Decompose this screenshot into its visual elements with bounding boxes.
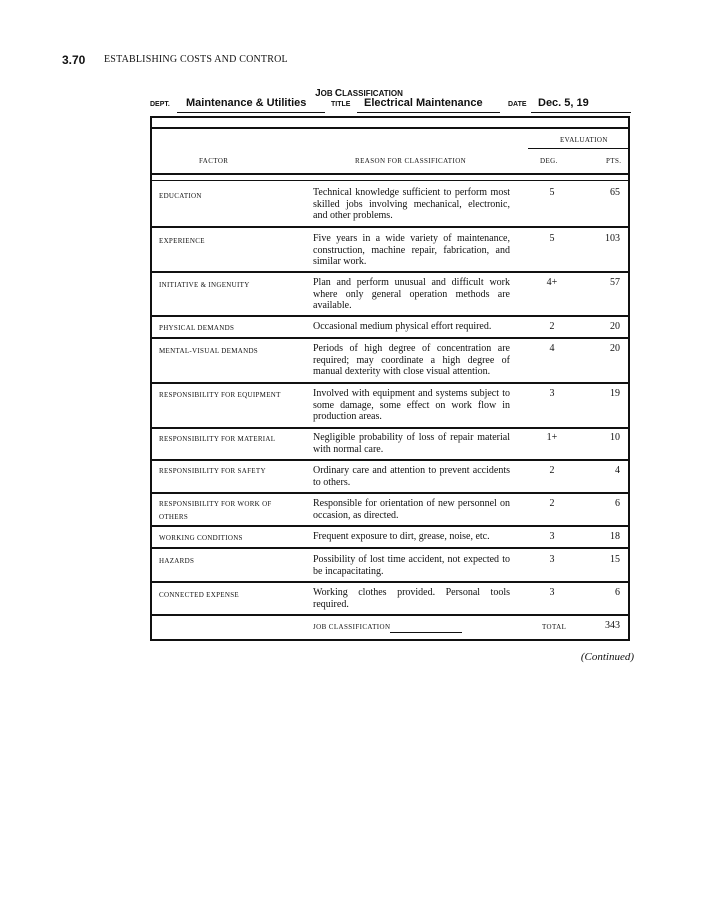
evaluation-underline [528, 148, 630, 149]
pts-connected-expense: 6 [615, 587, 620, 598]
factor-hazards: HAZARDS [159, 557, 195, 565]
reason-experience: Five years in a wide variety of maintenance, construction, machine repair, fabrication, and similar work. [313, 233, 510, 268]
pts-initiative: 57 [610, 277, 620, 288]
pts-working-conditions: 18 [610, 531, 620, 542]
reason-mental-visual: Periods of high degree of concentration are required; may coordinate a high degree of manual dexterity with close visual attention. [313, 343, 510, 378]
reason-physical: Occasional medium physical effort required. [313, 321, 492, 332]
deg-experience: 5 [549, 233, 555, 244]
reason-hazards: Possibility of lost time accident, not expected to be incapacitating. [313, 554, 510, 577]
pts-experience: 103 [605, 233, 620, 244]
factor-education: EDUCATION [159, 192, 202, 200]
deg-connected-expense: 3 [549, 587, 555, 598]
pts-header: PTS. [606, 157, 622, 165]
reason-initiative: Plan and perform unusual and difficult work where only general operation methods are available. [313, 277, 510, 312]
factor-resp-work-others: RESPONSIBILITY FOR WORK OF OTHERS [159, 500, 272, 521]
deg-resp-safety: 2 [549, 465, 555, 476]
title-label: TITLE [331, 101, 351, 108]
date-label: DATE [508, 101, 527, 108]
title-value: Electrical Maintenance [364, 97, 483, 109]
evaluation-header: EVALUATION [560, 136, 608, 144]
row-divider [150, 226, 630, 228]
reason-connected-expense: Working clothes provided. Personal tools required. [313, 587, 510, 610]
table-top-rule [150, 127, 630, 129]
factor-initiative: INITIATIVE & INGENUITY [159, 281, 250, 289]
reason-resp-work-others: Responsible for orientation of new personnel on occasion, as directed. [313, 498, 510, 521]
row-divider [150, 315, 630, 317]
pts-hazards: 15 [610, 554, 620, 565]
row-divider [150, 427, 630, 429]
deg-initiative: 4+ [546, 277, 558, 288]
reason-header: REASON FOR CLASSIFICATION [355, 157, 467, 165]
job-classification-blank [390, 632, 462, 633]
dept-underline [177, 112, 325, 113]
deg-mental-visual: 4 [549, 343, 555, 354]
factor-physical: PHYSICAL DEMANDS [159, 324, 235, 332]
section-number: 3.70 [62, 53, 86, 67]
pts-mental-visual: 20 [610, 343, 620, 354]
dept-value: Maintenance & Utilities [186, 97, 307, 109]
row-divider [150, 382, 630, 384]
deg-header: DEG. [540, 157, 558, 165]
pts-physical: 20 [610, 321, 620, 332]
row-divider [150, 525, 630, 527]
pts-resp-equipment: 19 [610, 388, 620, 399]
factor-header: FACTOR [199, 157, 229, 165]
continued-note: (Continued) [580, 651, 634, 663]
deg-physical: 2 [549, 321, 555, 332]
pts-resp-safety: 4 [615, 465, 620, 476]
total-value: 343 [605, 620, 620, 631]
row-divider [150, 271, 630, 273]
factor-connected-expense: CONNECTED EXPENSE [159, 591, 239, 599]
deg-working-conditions: 3 [549, 531, 555, 542]
row-divider [150, 581, 630, 583]
pts-resp-material: 10 [610, 432, 620, 443]
deg-resp-material: 1+ [546, 432, 558, 443]
reason-education: Technical knowledge sufficient to perform most skilled jobs involving mechanical, electronic, and other problems. [313, 187, 510, 222]
header-bottom-rule-2 [150, 180, 630, 181]
date-value: Dec. 5, 19 [538, 97, 589, 109]
reason-working-conditions: Frequent exposure to dirt, grease, noise, etc. [313, 531, 490, 542]
pts-education: 65 [610, 187, 620, 198]
title-underline [357, 112, 500, 113]
factor-experience: EXPERIENCE [159, 237, 205, 245]
deg-hazards: 3 [549, 554, 555, 565]
header-bottom-rule [150, 173, 630, 175]
factor-resp-equipment: RESPONSIBILITY FOR EQUIPMENT [159, 391, 281, 399]
reason-resp-material: Negligible probability of loss of repair material with normal care. [313, 432, 510, 455]
form-title: JOB CLASSIFICATION [315, 88, 403, 99]
dept-label: DEPT. [150, 101, 170, 108]
reason-resp-equipment: Involved with equipment and systems subject to some damage, some effect on work flow in production areas. [313, 388, 510, 423]
date-underline [531, 112, 631, 113]
deg-resp-work-others: 2 [549, 498, 555, 509]
job-classification-label: JOB CLASSIFICATION [313, 623, 391, 631]
factor-working-conditions: WORKING CONDITIONS [159, 534, 243, 542]
row-divider [150, 337, 630, 339]
row-divider [150, 492, 630, 494]
total-label: TOTAL [542, 623, 567, 631]
deg-resp-equipment: 3 [549, 388, 555, 399]
deg-education: 5 [549, 187, 555, 198]
reason-resp-safety: Ordinary care and attention to prevent accidents to others. [313, 465, 510, 488]
factor-mental-visual: MENTAL-VISUAL DEMANDS [159, 347, 259, 355]
factor-resp-material: RESPONSIBILITY FOR MATERIAL [159, 435, 276, 443]
factor-resp-safety: RESPONSIBILITY FOR SAFETY [159, 467, 266, 475]
row-divider [150, 614, 630, 616]
section-title: ESTABLISHING COSTS AND CONTROL [104, 54, 288, 65]
pts-resp-work-others: 6 [615, 498, 620, 509]
row-divider [150, 459, 630, 461]
row-divider [150, 547, 630, 549]
